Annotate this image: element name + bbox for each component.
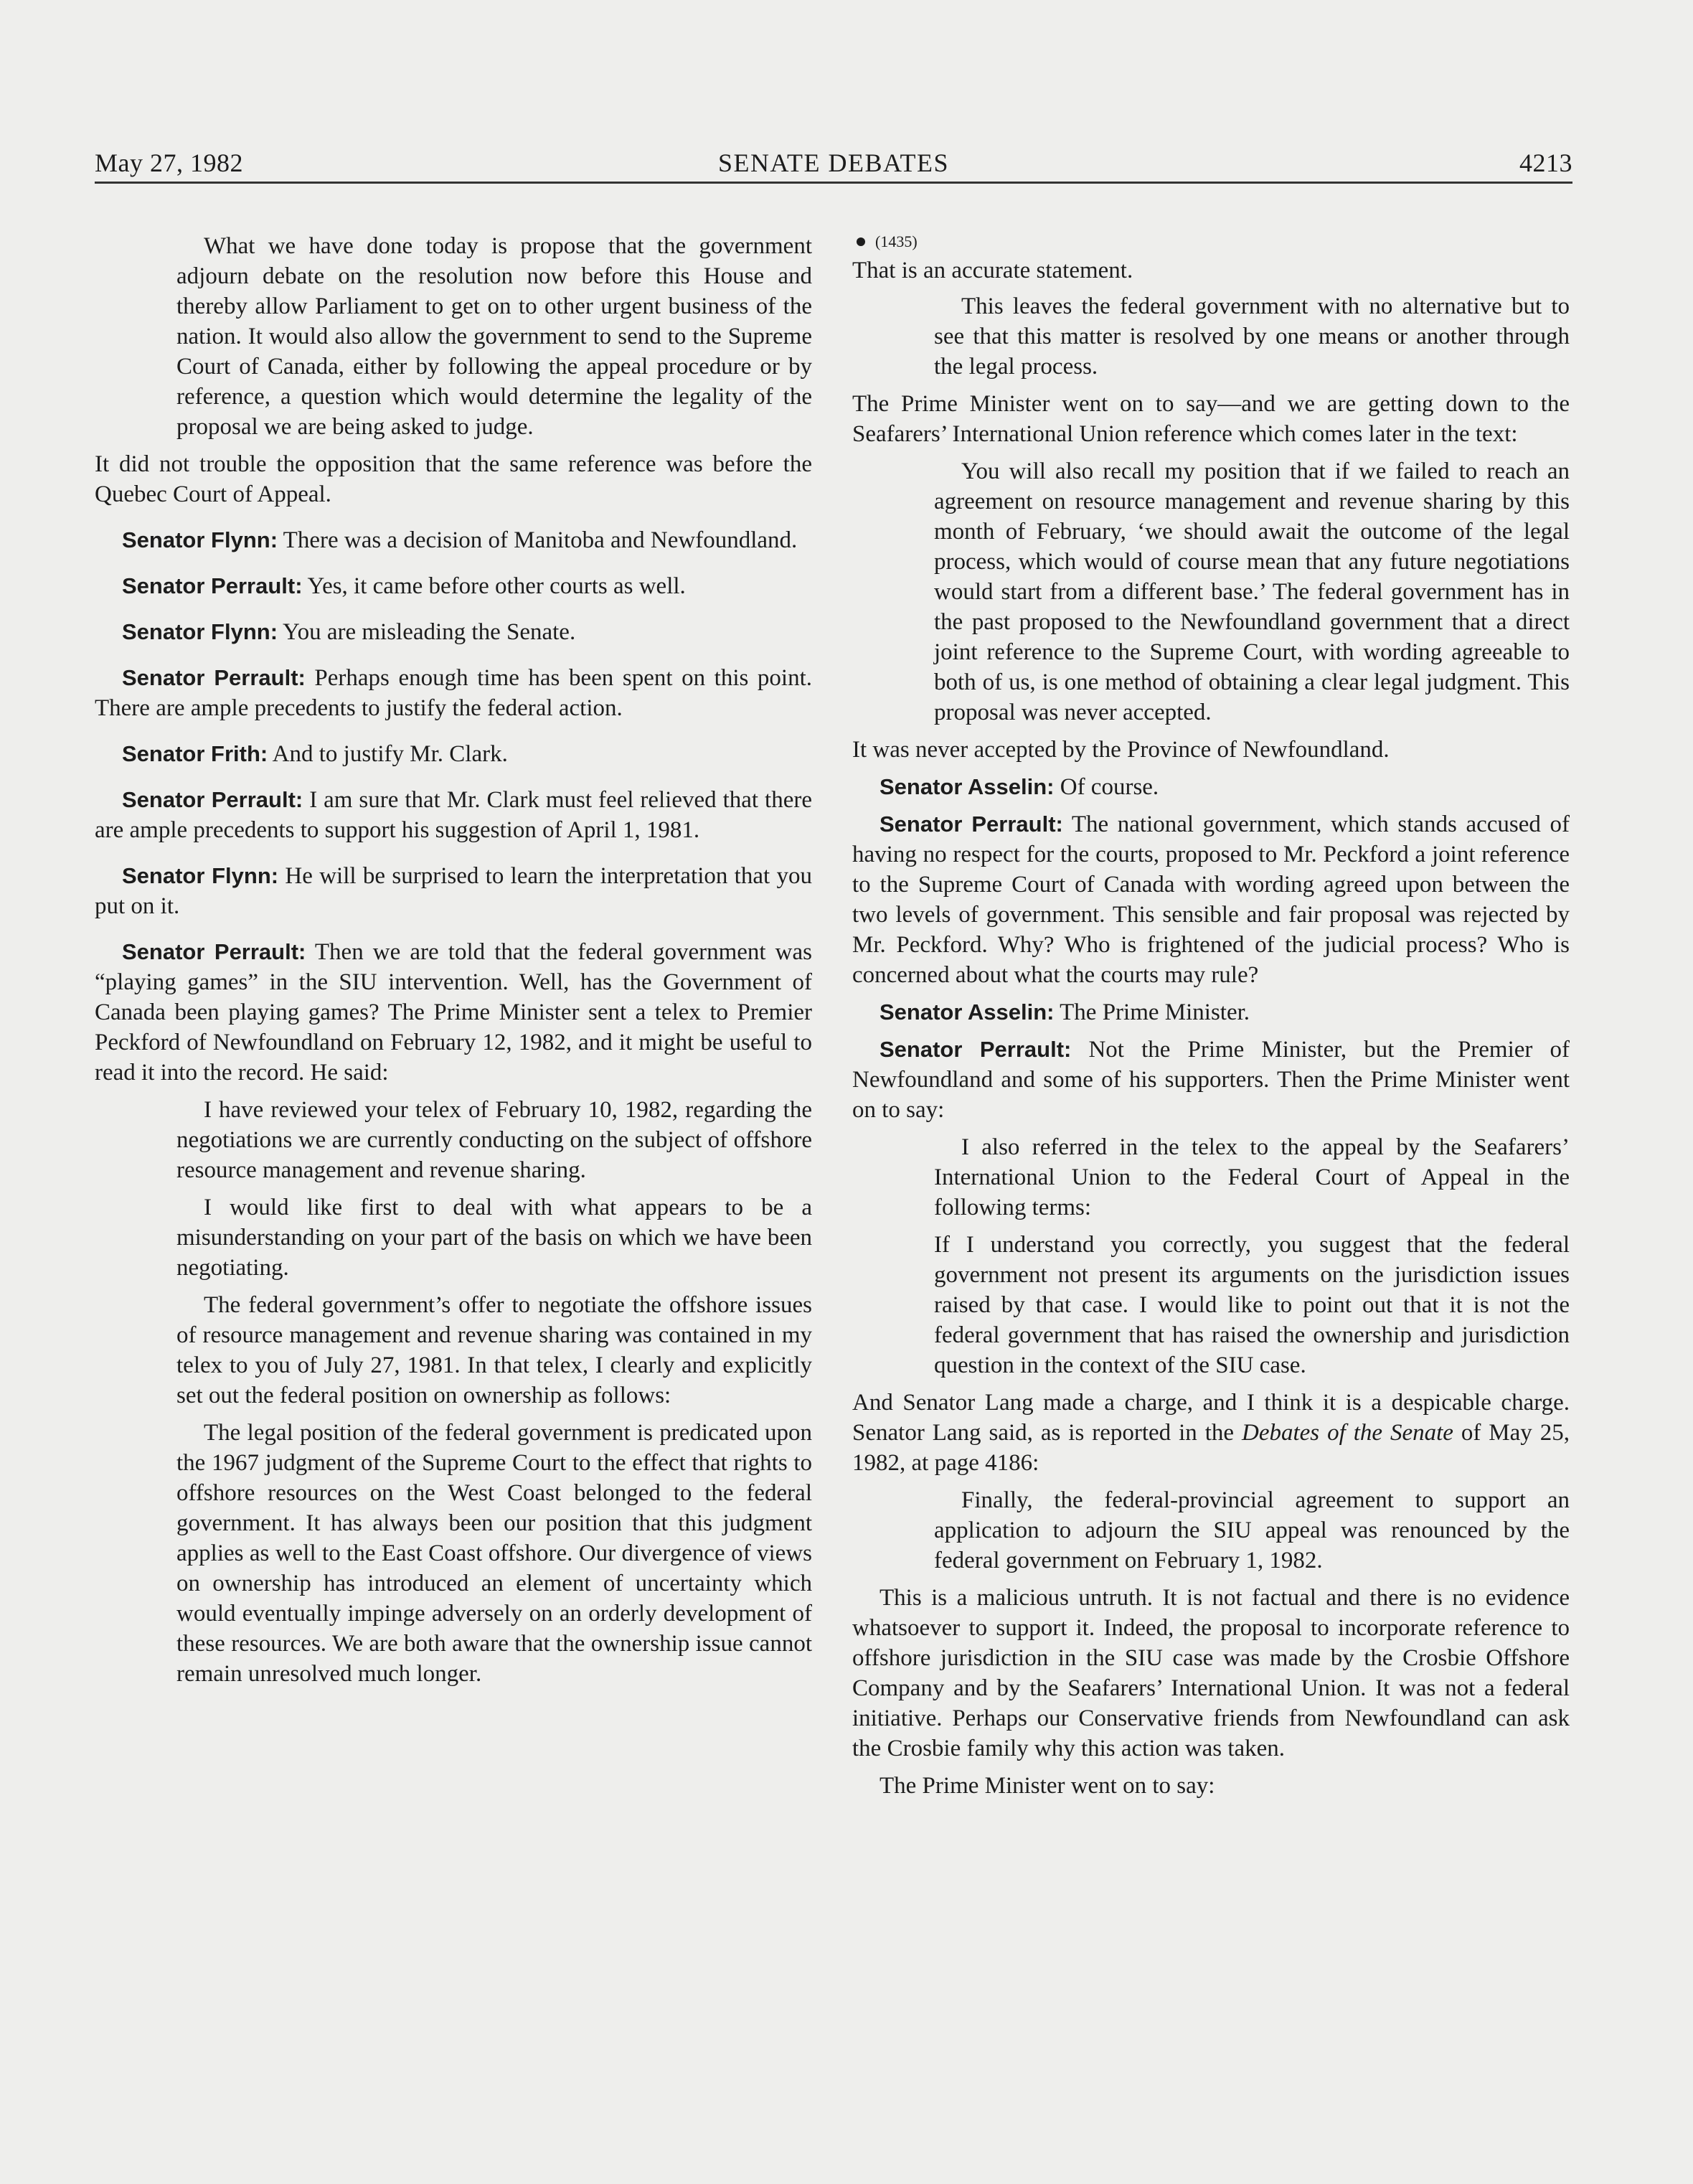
- quoted-paragraph: I would like first to deal with what appears to be a misunderstanding on your part of the basis on which we have been negotiating.: [176, 1195, 812, 1281]
- speech-text: He will be surprised to learn the interpretation that you put on it.: [95, 863, 812, 919]
- header-page-number: 4213: [1519, 149, 1572, 177]
- quoted-paragraph: Finally, the federal-provincial agreement to support an application to adjourn the SIU appeal was renounced by the federal government on February 1, 1982.: [934, 1487, 1570, 1573]
- quoted-paragraph: You will also recall my position that if we failed to reach an agreement on resource management and revenue sharing by this month of February, ‘we should await the outcome of the legal process, which would of course mean that any future negotiations would start from a different base.’ The federal government has in the past proposed to the Newfoundland government that a direct joint reference to the Supreme Court, with wording agreeable to both of us, is one method of obtaining a clear legal judgment. This proposal was never accepted.: [934, 458, 1570, 725]
- speaker-name: Senator Perrault:: [122, 573, 303, 598]
- speaker-name: Senator Flynn:: [122, 619, 278, 644]
- speech-paragraph: [95, 861, 812, 921]
- speech-paragraph: [95, 739, 812, 769]
- paragraph: That is an accurate statement.: [852, 258, 1133, 283]
- speech-text: You are misleading the Senate.: [278, 619, 576, 645]
- speaker-name: Senator Asselin:: [879, 999, 1055, 1025]
- speech-paragraph: [852, 809, 1570, 990]
- quoted-paragraph: I have reviewed your telex of February 10, 1982, regarding the negotiations we are currently conducting on the subject of offshore resource management and revenue sharing.: [176, 1097, 812, 1183]
- quoted-paragraph: This leaves the federal government with no alternative but to see that this matter is resolved by one means or another through the legal process.: [934, 293, 1570, 380]
- speaker-name: Senator Perrault:: [879, 811, 1063, 837]
- header-rule: [95, 182, 1572, 184]
- quoted-paragraph: If I understand you correctly, you suggest that the federal government not present its arguments on the jurisdiction issues raised by that case. I would like to point out that it is not the federal government that has raised the ownership and jurisdiction question in the context of the SIU case.: [934, 1232, 1570, 1378]
- speech-text: Perhaps enough time has been spent on this point. There are ample precedents to justify the federal action.: [95, 665, 812, 721]
- paragraph: The Prime Minister went on to say:: [879, 1773, 1215, 1799]
- speaker-name: Senator Perrault:: [122, 787, 303, 812]
- speech-text: Yes, it came before other courts as well.: [302, 573, 686, 599]
- speaker-name: Senator Frith:: [122, 741, 268, 766]
- timestamp-marker: [852, 231, 1570, 253]
- right-column: [852, 231, 1570, 1817]
- speech-text: There was a decision of Manitoba and Newfoundland.: [278, 527, 798, 553]
- timestamp-text: (1435): [875, 232, 918, 250]
- paragraph: It did not trouble the opposition that the same reference was before the Quebec Court of Appeal.: [95, 451, 812, 507]
- speech-text: The Prime Minister.: [1054, 999, 1250, 1025]
- speech-text: Of course.: [1054, 774, 1159, 800]
- speech-text: Not the Prime Minister, but the Premier of Newfoundland and some of his supporters. Then the Prime Minister went on to say:: [852, 1037, 1570, 1123]
- speaker-name: Senator Perrault:: [879, 1037, 1072, 1062]
- speech-paragraph: [95, 937, 812, 1088]
- quoted-paragraph: The federal government’s offer to negotiate the offshore issues of resource management and revenue sharing was contained in my telex to you of July 27, 1981. In that telex, I clearly and explicitly set out the federal position on ownership as follows:: [176, 1292, 812, 1408]
- speaker-name: Senator Flynn:: [122, 863, 279, 888]
- speaker-name: Senator Perrault:: [122, 939, 306, 964]
- paragraph-text: And Senator Lang made a charge, and I think it is a despicable charge. Senator Lang said, as is reported in the: [852, 1390, 1570, 1446]
- speech-text: And to justify Mr. Clark.: [268, 741, 508, 767]
- paragraph: The Prime Minister went on to say—and we are getting down to the Seafarers’ International Union reference which comes later in the text:: [852, 391, 1570, 447]
- left-column: [95, 231, 812, 1696]
- speech-text: The national government, which stands accused of having no respect for the courts, proposed to Mr. Peckford a joint reference to the Supreme Court of Canada with wording agreed upon between the two levels of government. This sensible and fair proposal was rejected by Mr. Peckford. Why? Who is frightened of the judicial process? Who is concerned about what the courts may rule?: [852, 811, 1570, 988]
- speech-text: Then we are told that the federal government was “playing games” in the SIU intervention. Well, has the Government of Canada been playing games? The Prime Minister sent a telex to Premier Peckford of Newfoundland on February 12, 1982, and it might be useful to read it into the record. He said:: [95, 939, 812, 1086]
- speech-text: I am sure that Mr. Clark must feel relieved that there are ample precedents to support his suggestion of April 1, 1981.: [95, 787, 812, 843]
- speech-paragraph: [95, 617, 812, 647]
- speech-paragraph: [852, 1035, 1570, 1125]
- paragraph: This is a malicious untruth. It is not factual and there is no evidence whatsoever to support it. Indeed, the proposal to incorporate reference to offshore jurisdiction in the SIU case was made by the Crosbie Offshore Company and by the Seafarers’ International Union. It was not a federal initiative. Perhaps our Conservative friends from Newfoundland can ask the Crosbie family why this action was taken.: [852, 1585, 1570, 1761]
- speech-paragraph: [95, 525, 812, 555]
- paragraph-text: of May 25, 1982, at page 4186:: [852, 1420, 1570, 1476]
- header-date: May 27, 1982: [95, 149, 243, 177]
- speaker-name: Senator Asselin:: [879, 774, 1055, 799]
- quoted-paragraph: What we have done today is propose that the government adjourn debate on the resolution now before this House and thereby allow Parliament to get on to other urgent business of the nation. It would also allow the government to send to the Supreme Court of Canada, either by following the appeal procedure or by reference, a question which would determine the legality of the proposal we are being asked to judge.: [176, 233, 812, 440]
- quoted-paragraph: I also referred in the telex to the appeal by the Seafarers’ International Union to the Federal Court of Appeal in the following terms:: [934, 1134, 1570, 1220]
- publication-title: Debates of the Senate: [1242, 1420, 1453, 1446]
- bullet-icon: [857, 237, 865, 246]
- speech-paragraph: [95, 785, 812, 845]
- speech-paragraph: [852, 997, 1570, 1027]
- speech-paragraph: [95, 571, 812, 601]
- quoted-paragraph: The legal position of the federal government is predicated upon the 1967 judgment of the Supreme Court to the effect that rights to offshore resources on the West Coast belonged to the federal government. It has always been our position that this judgment applies as well to the East Coast offshore. Our divergence of views on ownership has introduced an element of uncertainty which would eventually impinge adversely on an orderly development of these resources. We are both aware that the ownership issue cannot remain unresolved much longer.: [176, 1420, 812, 1687]
- speaker-name: Senator Perrault:: [122, 665, 306, 690]
- page-header: [95, 145, 1572, 181]
- paragraph: It was never accepted by the Province of Newfoundland.: [852, 737, 1390, 763]
- paragraph: [852, 1388, 1570, 1478]
- speech-paragraph: [95, 663, 812, 723]
- header-title: SENATE DEBATES: [717, 149, 949, 177]
- speaker-name: Senator Flynn:: [122, 527, 278, 552]
- speech-paragraph: [852, 772, 1570, 802]
